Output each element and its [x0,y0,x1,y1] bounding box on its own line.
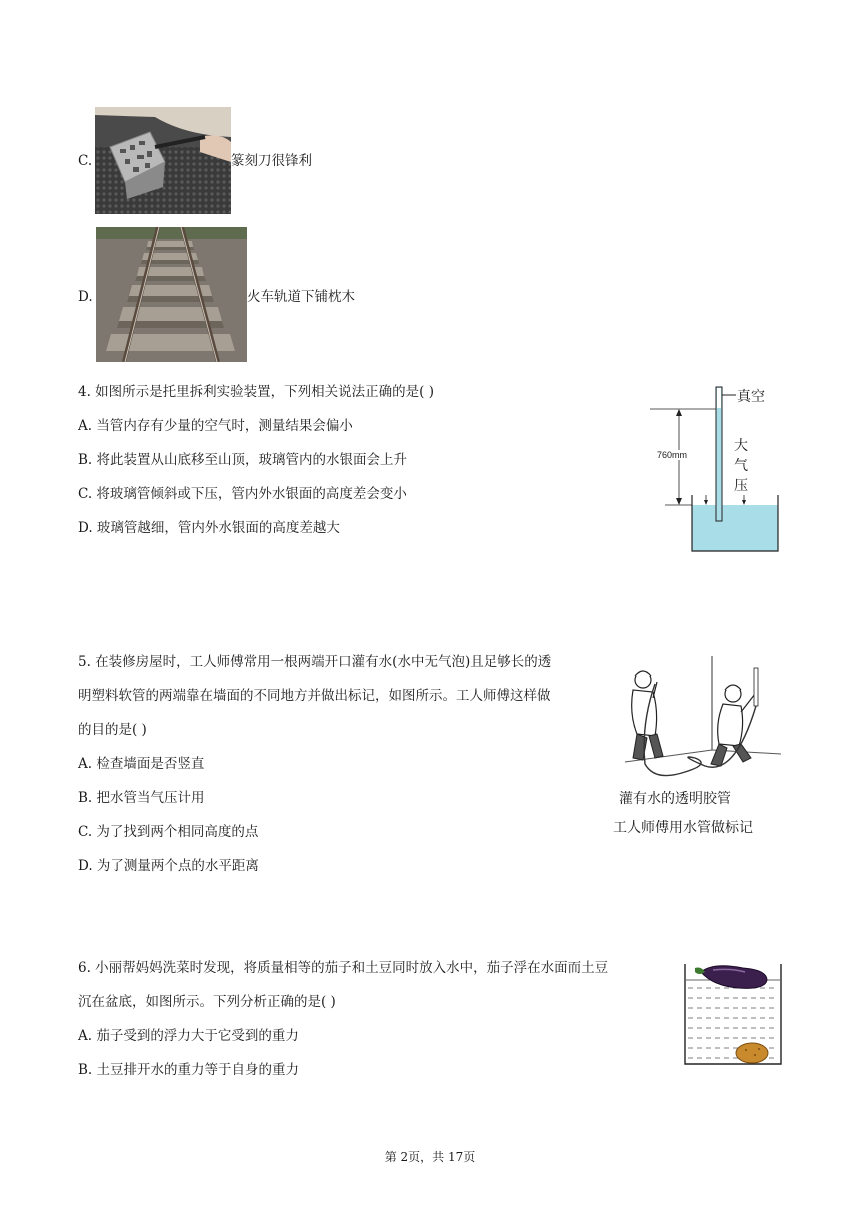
q3-option-d-text: 火车轨道下铺枕木 [247,289,355,305]
q3-option-d-letter: D. [78,289,93,305]
workers-water-tube-figure [615,654,783,840]
page-number-footer: 第 2页，共 17页 [384,1150,476,1164]
seal-carving-photo [95,107,231,214]
figure-caption: 工人师傅用水管做标记 [613,820,753,836]
q5-stem-line-3: 的目的是( ) [78,722,147,738]
eggplant-potato-basin-figure [683,958,783,1068]
height-label: 760mm [657,450,688,460]
q6-option-a: A. 茄子受到的浮力大于它受到的重力 [78,1028,299,1044]
q4-option-a: A. 当管内存有少量的空气时，测量结果会偏小 [78,418,353,434]
q5-option-d: D. 为了测量两个点的水平距离 [78,858,259,874]
q5-option-c: C. 为了找到两个相同高度的点 [78,824,259,840]
torricelli-apparatus-figure [650,383,780,555]
q4-option-d: D. 玻璃管越细，管内外水银面的高度差越大 [78,520,340,536]
q4-option-b: B. 将此装置从山底移至山顶，玻璃管内的水银面会上升 [78,452,408,468]
q4-option-c: C. 将玻璃管倾斜或下压，管内外水银面的高度差会变小 [78,486,407,502]
q3-option-c-letter: C. [78,153,93,169]
vacuum-label: 真空 [737,389,765,405]
q6-stem-line-1: 6. 小丽帮妈妈洗菜时发现，将质量相等的茄子和土豆同时放入水中，茄子浮在水面而土豆 [78,960,609,976]
atm-label-3: 压 [734,478,748,494]
railway-track-photo [96,227,247,362]
q6-stem-line-2: 沉在盆底，如图所示。下列分析正确的是( ) [78,994,336,1010]
q3-option-c-text: 篆刻刀很锋利 [231,153,312,169]
q5-stem-line-2: 明塑料软管的两端靠在墙面的不同地方并做出标记，如图所示。工人师傅这样做 [78,688,551,704]
q4-stem: 4. 如图所示是托里拆利实验装置，下列相关说法正确的是( ) [78,384,434,400]
q5-option-a: A. 检查墙面是否竖直 [78,756,205,772]
tube-caption: 灌有水的透明胶管 [619,791,731,807]
atm-label-1: 大 [734,438,748,454]
q5-stem-line-1: 5. 在装修房屋时，工人师傅常用一根两端开口灌有水(水中无气泡)且足够长的透 [78,654,552,670]
q5-option-b: B. 把水管当气压计用 [78,790,205,806]
atm-label-2: 气 [734,458,748,474]
q6-option-b: B. 土豆排开水的重力等于自身的重力 [78,1062,300,1078]
